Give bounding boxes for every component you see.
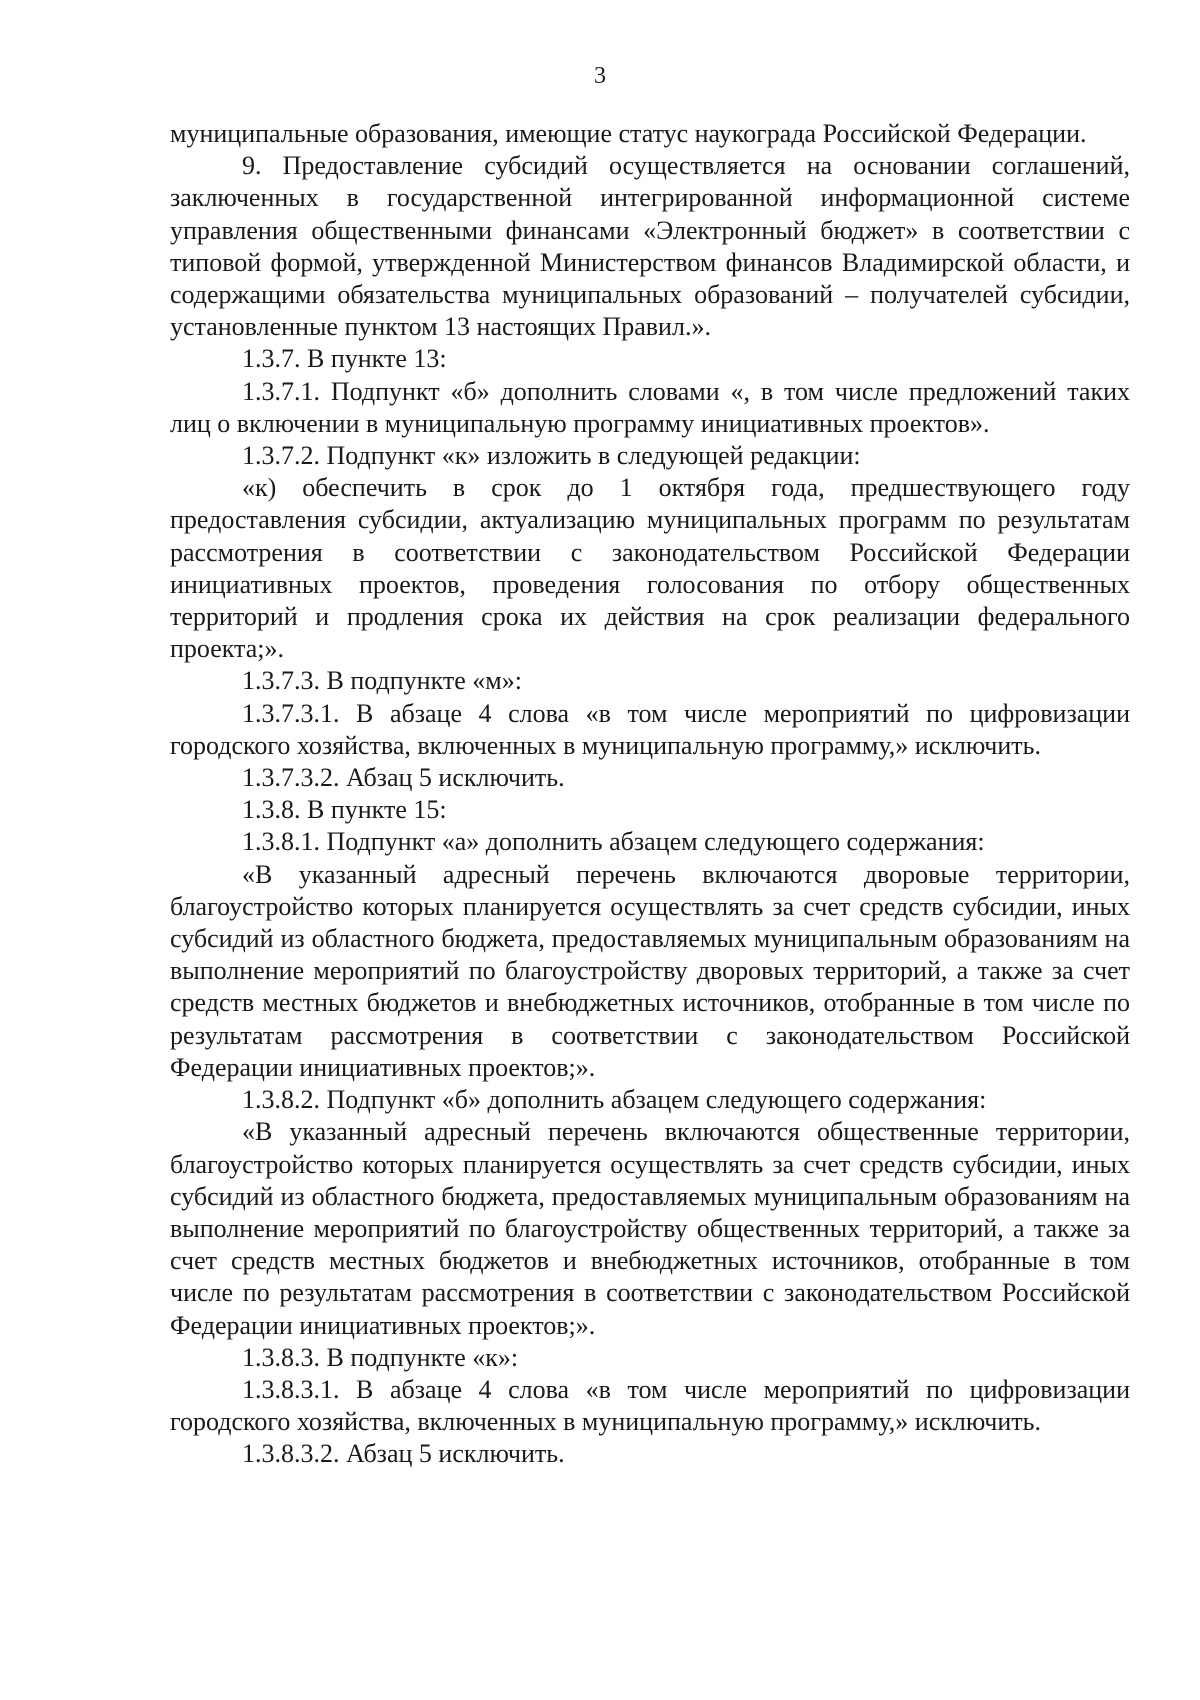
paragraph-1-3-7-3-2: 1.3.7.3.2. Абзац 5 исключить. [242, 763, 565, 793]
paragraph-1-3-8-2: 1.3.8.2. Подпункт «б» дополнить абзацем следующего содержания: [242, 1085, 987, 1115]
paragraph-1-3-8: 1.3.8. В пункте 15: [242, 795, 447, 825]
paragraph-subclause-k: «к) обеспечить в срок до 1 октября года, предшествующего году предоставления субсидии, актуализацию муниципальных программ по результатам рассмотрения в соответствии с законодательством Российской Федерации инициативных проектов, проведения голосования по отбору общественных территорий и продления срока их действия на срок реализации федерального проекта;». [170, 473, 1130, 664]
paragraph-courtyard-list: «В указанный адресный перечень включаются дворовые территории, благоустройство которых планируется осуществлять за счет средств субсидии, иных субсидий из областного бюджета, предоставляемых муниципальным образованиям на выполнение мероприятий по благоустройству дворовых территорий, а также за счет средств местных бюджетов и внебюджетных источников, отобранные в том числе по результатам рассмотрения в соответствии с законодательством Российской Федерации инициативных проектов;». [170, 859, 1130, 1082]
paragraph-1-3-7-2: 1.3.7.2. Подпункт «к» изложить в следующей редакции: [242, 441, 861, 471]
paragraph-1-3-8-3-2: 1.3.8.3.2. Абзац 5 исключить. [242, 1439, 565, 1469]
paragraph-1-3-7-3-1: 1.3.7.3.1. В абзаце 4 слова «в том числе мероприятий по цифровизации городского хозяйства, включенных в муниципальную программу,» исключить. [170, 698, 1130, 760]
paragraph-1-3-8-3: 1.3.8.3. В подпункте «к»: [242, 1342, 519, 1372]
document-body [170, 118, 1130, 1471]
paragraph-1-3-7-1: 1.3.7.1. Подпункт «б» дополнить словами «, в том числе предложений таких лиц о включении в муниципальную программу инициативных проектов». [170, 376, 1130, 438]
paragraph-public-territories-list: «В указанный адресный перечень включаются общественные территории, благоустройство которых планируется осуществлять за счет средств субсидии, иных субсидий из областного бюджета, предоставляемых муниципальным образованиям на выполнение мероприятий по благоустройству общественных территорий, а также за счет средств местных бюджетов и внебюджетных источников, отобранные в том числе по результатам рассмотрения в соответствии с законодательством Российской Федерации инициативных проектов;». [170, 1117, 1130, 1340]
paragraph-clause-9: 9. Предоставление субсидий осуществляется на основании соглашений, заключенных в государственной интегрированной информационной системе управления общественными финансами «Электронный бюджет» в соответствии с типовой формой, утвержденной Министерством финансов Владимирской области, и содержащими обязательства муниципальных образований – получателей субсидии, установленные пунктом 13 настоящих Правил.». [170, 151, 1130, 342]
paragraph-1-3-8-3-1: 1.3.8.3.1. В абзаце 4 слова «в том числе мероприятий по цифровизации городского хозяйства, включенных в муниципальную программу,» исключить. [170, 1374, 1130, 1437]
paragraph-1-3-7: 1.3.7. В пункте 13: [242, 344, 447, 374]
paragraph-continuation: муниципальные образования, имеющие статус наукограда Российской Федерации. [170, 119, 1087, 148]
page-number: 3 [594, 63, 606, 89]
paragraph-1-3-8-1: 1.3.8.1. Подпункт «а» дополнить абзацем следующего содержания: [242, 827, 985, 857]
paragraph-1-3-7-3: 1.3.7.3. В подпункте «м»: [242, 666, 522, 696]
